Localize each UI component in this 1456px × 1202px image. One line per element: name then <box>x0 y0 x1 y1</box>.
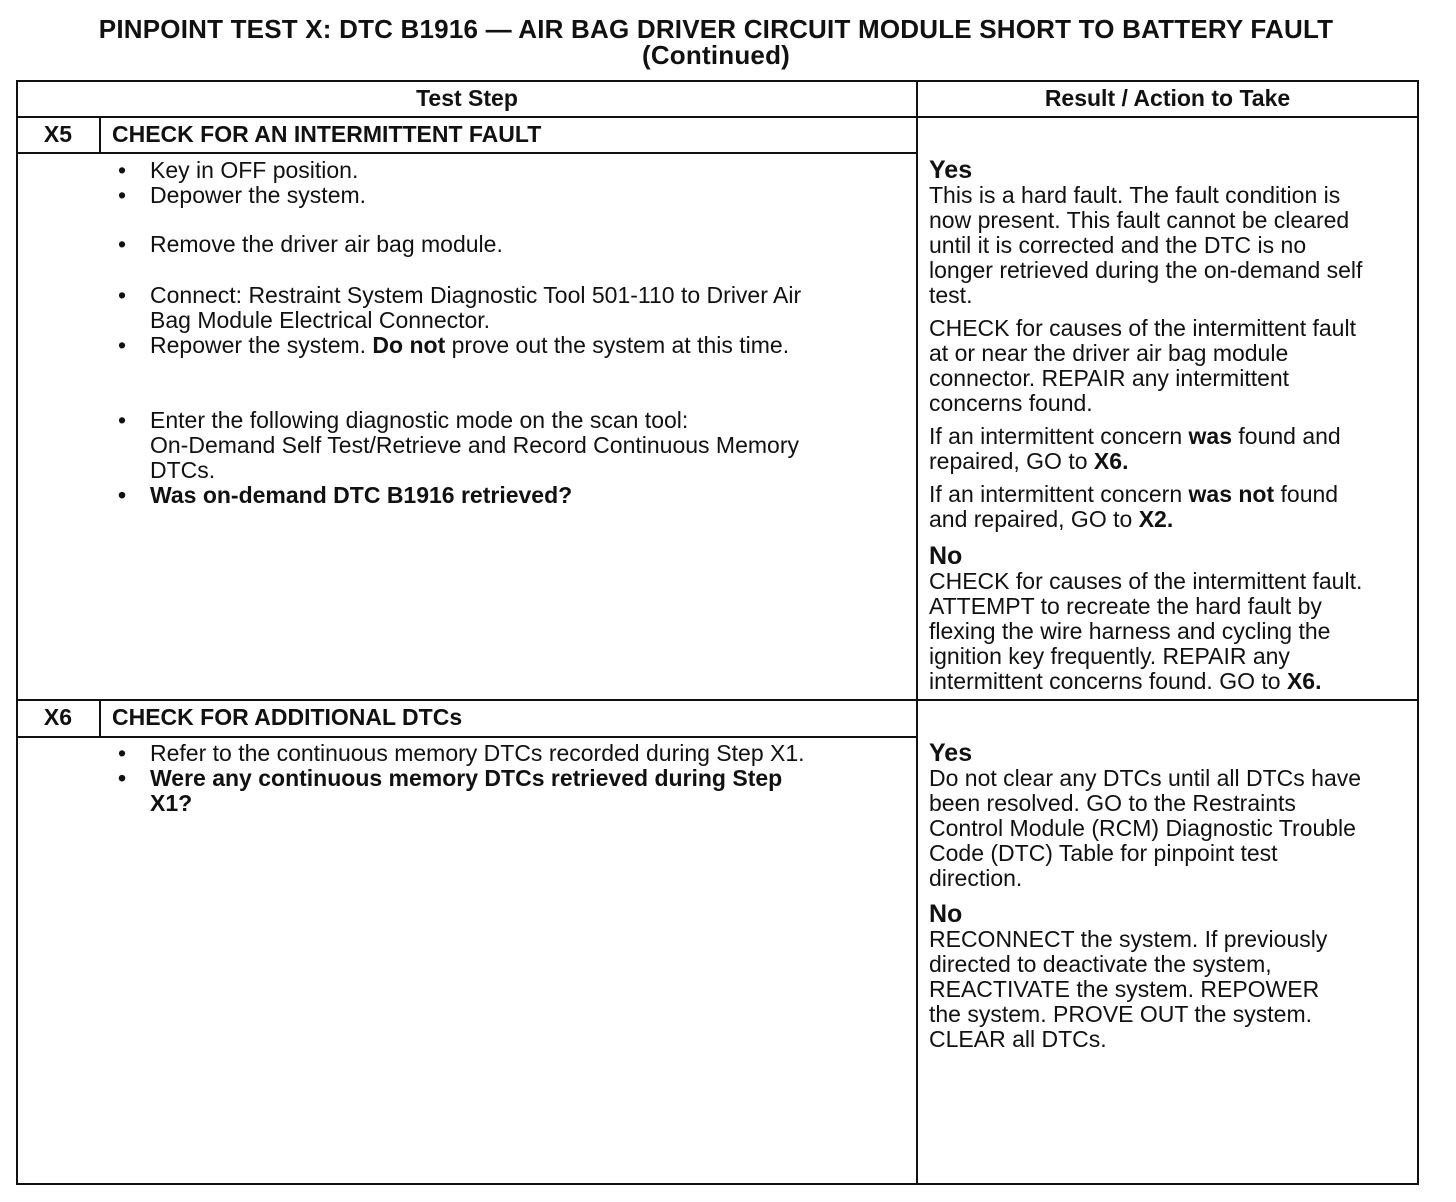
bullet-icon: • <box>117 482 127 508</box>
x5-yes-label: Yes <box>929 156 973 184</box>
step-id-x6: X6 <box>43 704 73 730</box>
x5-no-label: No <box>929 542 963 570</box>
title-line-2: (Continued) <box>641 40 791 70</box>
row-divider <box>16 699 1419 701</box>
bullet-icon: • <box>117 157 127 183</box>
column-divider <box>916 80 918 1185</box>
x5-yes-paragraph-2: CHECK for causes of the intermittent fault at or near the driver air bag module connector. REPAIR any intermittent concerns found. <box>929 315 1356 416</box>
bullet-icon: • <box>117 407 127 433</box>
table-border-bottom <box>16 1183 1419 1185</box>
table-border-right <box>1417 80 1419 1185</box>
x6-heading-divider <box>16 736 918 738</box>
header-test-step: Test Step <box>416 85 518 111</box>
list-item: • Was on-demand DTC B1916 retrieved? <box>150 483 572 508</box>
list-item: • Repower the system. Do not prove out the system at this time. <box>150 333 789 358</box>
x6-no-label: No <box>929 900 963 928</box>
step-heading-x5: CHECK FOR AN INTERMITTENT FAULT <box>112 121 542 147</box>
header-divider <box>16 116 1419 118</box>
list-item: • Refer to the continuous memory DTCs recorded during Step X1. <box>150 741 805 766</box>
list-item: • Enter the following diagnostic mode on the scan tool: On-Demand Self Test/Retrieve and Record Continuous Memory DTCs. <box>150 408 799 483</box>
list-item: • Key in OFF position. <box>150 158 358 183</box>
bullet-icon: • <box>117 765 127 791</box>
step-id-x5: X5 <box>43 121 73 147</box>
bullet-icon: • <box>117 182 127 208</box>
table-border-top <box>16 80 1419 82</box>
x5-yes-paragraph-3: If an intermittent concern was found and repaired, GO to X6. <box>929 423 1341 474</box>
table-border-left <box>16 80 18 1185</box>
bullet-icon: • <box>117 332 127 358</box>
x5-heading-divider <box>16 152 918 154</box>
list-item: • Were any continuous memory DTCs retrieved during Step X1? <box>150 766 782 816</box>
x5-no-paragraph: CHECK for causes of the intermittent fault. ATTEMPT to recreate the hard fault by flexing the wire harness and cycling the ignition key frequently. REPAIR any intermittent concerns found. GO to X6. <box>929 568 1363 694</box>
x6-no-paragraph: RECONNECT the system. If previously directed to deactivate the system, REACTIVATE the system. REPOWER the system. PROVE OUT the system. CLEAR all DTCs. <box>929 926 1328 1052</box>
list-item: • Connect: Restraint System Diagnostic Tool 501-110 to Driver Air Bag Module Electrical Connector. <box>150 283 801 333</box>
x6-yes-label: Yes <box>929 739 973 767</box>
bullet-icon: • <box>117 231 127 257</box>
bullet-icon: • <box>117 282 127 308</box>
step-heading-x6: CHECK FOR ADDITIONAL DTCs <box>112 704 463 730</box>
bullet-icon: • <box>117 740 127 766</box>
x5-id-divider <box>99 116 101 154</box>
list-item: • Depower the system. <box>150 183 366 208</box>
x6-id-divider <box>99 699 101 738</box>
header-result: Result / Action to Take <box>1044 85 1291 111</box>
list-item: • Remove the driver air bag module. <box>150 232 503 257</box>
title-line-1: PINPOINT TEST X: DTC B1916 — AIR BAG DRIVER CIRCUIT MODULE SHORT TO BATTERY FAULT <box>98 14 1334 44</box>
x5-yes-paragraph-1: This is a hard fault. The fault condition is now present. This fault cannot be cleared until it is corrected and the DTC is no longer retrieved during the on-demand self test. <box>929 182 1363 308</box>
x5-yes-paragraph-4: If an intermittent concern was not found and repaired, GO to X2. <box>929 481 1339 532</box>
x6-yes-paragraph: Do not clear any DTCs until all DTCs have been resolved. GO to the Restraints Control Module (RCM) Diagnostic Trouble Code (DTC) Table for pinpoint test direction. <box>929 765 1362 891</box>
